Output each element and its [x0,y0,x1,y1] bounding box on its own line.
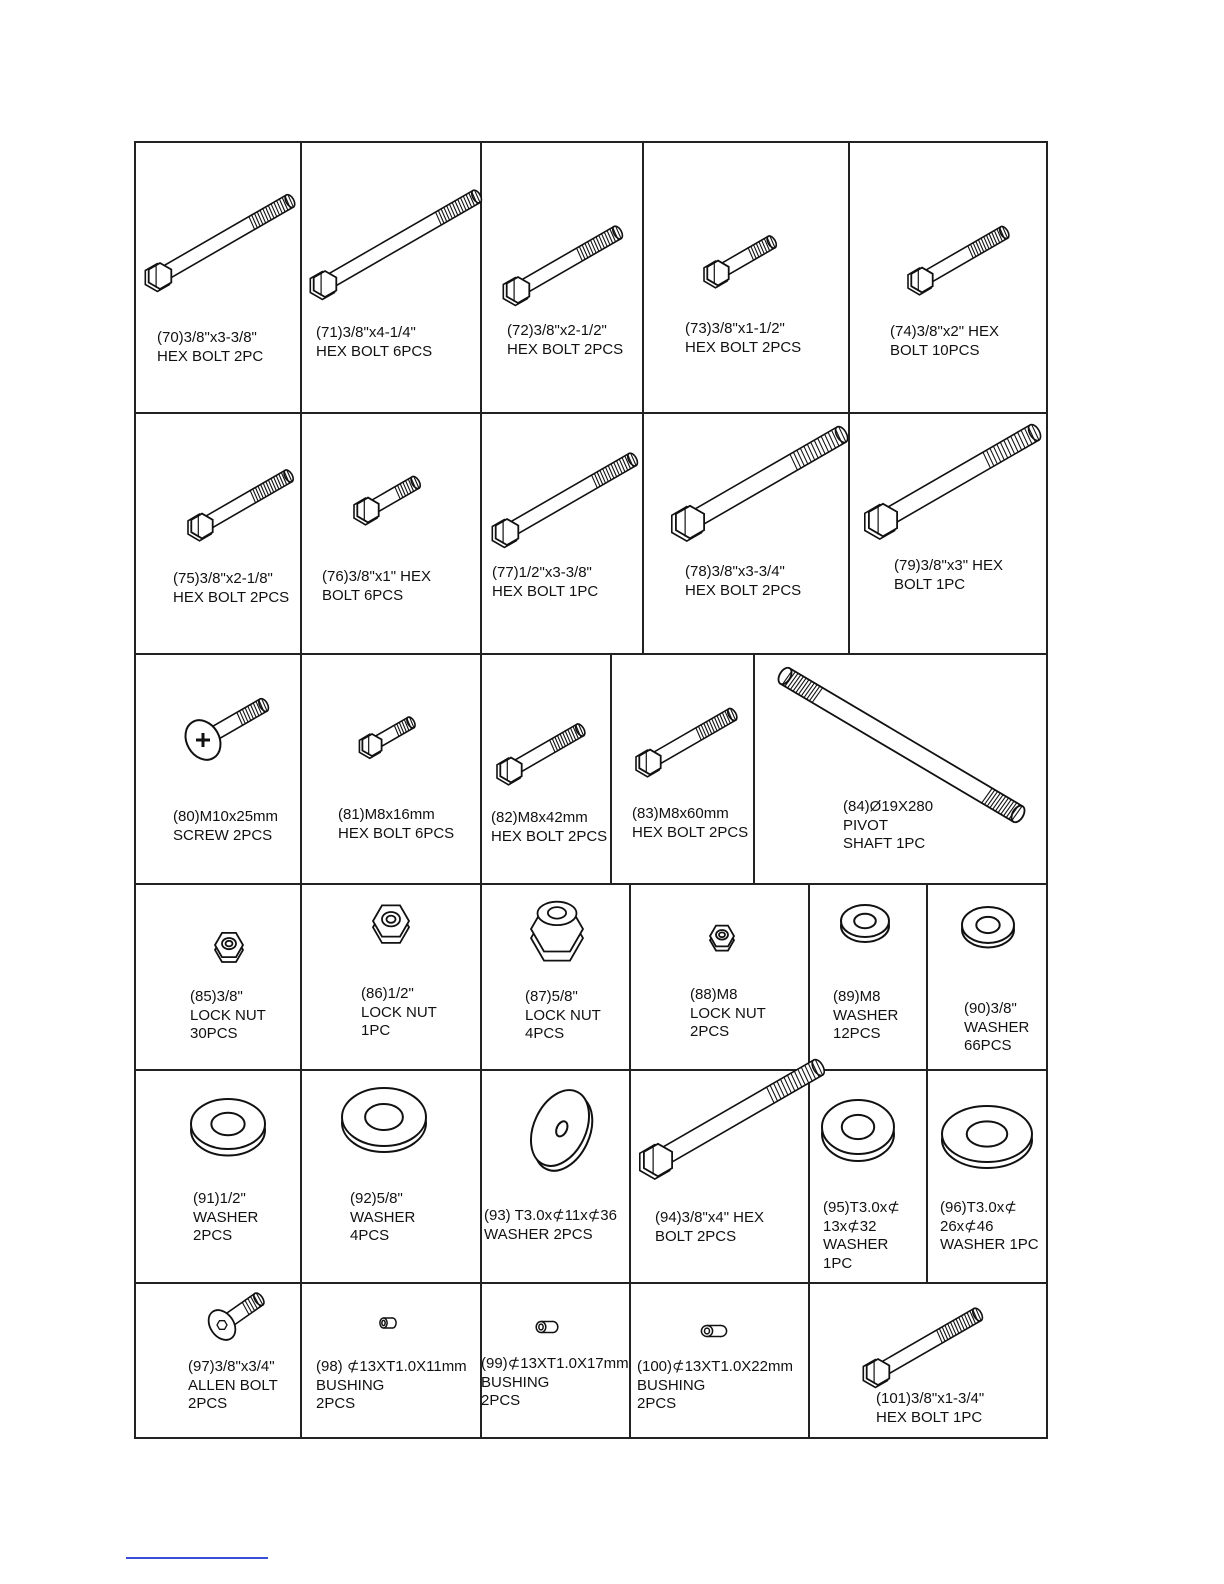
washer-icon [301,1070,481,1283]
part-label-line: BOLT 1PC [894,575,966,593]
part-label-line: (97)3/8"x3/4" [188,1358,275,1375]
part-label [655,1209,764,1246]
part-label [484,1207,617,1244]
part-label-line: LOCK NUT [690,1004,766,1022]
part-label-line: HEX BOLT 6PCS [338,824,455,842]
part-label-line: (77)1/2"x3-3/8" [492,564,592,581]
part-label [685,320,801,357]
part-label-line: (81)M8x16mm [338,806,435,823]
part-cell-86 [301,884,481,1070]
part-label-line: BUSHING [481,1373,550,1391]
part-label-line: (90)3/8" [964,1000,1017,1017]
part-label-line: (78)3/8"x3-3/4" [685,563,785,580]
part-cell-98 [301,1283,481,1438]
part-cell-89 [809,884,927,1070]
part-label-line: (100)⊄13XT1.0X22mm [637,1358,793,1375]
part-label [316,324,432,361]
part-label-line: HEX BOLT 2PCS [632,823,749,841]
part-label-line: (89)M8 [833,988,881,1005]
hex-bolt-icon [135,413,301,654]
part-label-line: HEX BOLT 1PC [876,1408,983,1426]
part-label [843,798,933,854]
part-label-line: LOCK NUT [525,1006,601,1024]
part-label-line: (95)T3.0x⊄ [823,1199,900,1216]
part-label [338,806,454,843]
part-label [173,808,278,845]
hex-bolt-icon [643,413,849,654]
part-label-line: (91)1/2" [193,1190,246,1207]
part-label-line: PIVOT [843,816,889,834]
part-label [322,568,431,605]
part-label-line: (72)3/8"x2-1/2" [507,322,607,339]
part-label [491,809,607,846]
part-label-line: 2PCS [316,1395,356,1412]
part-cell-75 [135,413,301,654]
part-cell-92 [301,1070,481,1283]
part-cell-84 [754,654,1047,884]
part-label-line: (86)1/2" [361,985,414,1002]
part-cell-97 [135,1283,301,1438]
part-label-line: (99)⊄13XT1.0X17mm [481,1355,629,1372]
part-label-line: BUSHING [637,1376,706,1394]
part-cell-70 [135,142,301,413]
hex-bolt-icon [643,142,849,413]
part-cell-95 [809,1070,927,1283]
part-label-line: WASHER [964,1018,1030,1036]
part-cell-83 [611,654,754,884]
hex-bolt-icon [135,142,301,413]
part-cell-81 [301,654,481,884]
phillips-screw-icon [135,654,301,884]
part-label-line: 2PCS [481,1392,521,1409]
hex-bolt-icon [481,413,643,654]
part-label-line: (87)5/8" [525,988,578,1005]
part-label-line: HEX BOLT 2PCS [685,338,802,356]
lock-nut-icon [630,884,809,1070]
part-cell-74 [849,142,1047,413]
part-label-line: BOLT 2PCS [655,1227,737,1245]
part-cell-76 [301,413,481,654]
part-label-line: WASHER [823,1236,889,1253]
part-label [940,1199,1039,1255]
part-label-line: HEX BOLT 2PCS [491,827,608,845]
part-label-line: (70)3/8"x3-3/8" [157,329,257,346]
part-cell-87 [481,884,630,1070]
part-label-line: HEX BOLT 2PCS [173,588,290,606]
part-label-line: HEX BOLT 2PC [157,347,264,365]
part-label-line: (76)3/8"x1" HEX [322,568,432,585]
part-cell-79 [849,413,1047,654]
part-label [823,1199,900,1273]
part-label-line: (88)M8 [690,986,738,1003]
part-cell-99 [481,1283,630,1438]
part-label-line: HEX BOLT 2PCS [685,581,802,599]
part-cell-78 [643,413,849,654]
part-label-line: (80)M10x25mm [173,808,279,825]
part-label [193,1190,258,1246]
part-label-line: SHAFT 1PC [843,835,926,852]
part-label [507,322,623,359]
part-cell-72 [481,142,643,413]
part-cell-91 [135,1070,301,1283]
part-label [361,985,437,1041]
part-label-line: (98) ⊄13XT1.0X11mm [316,1358,467,1375]
part-label-line: (84)Ø19X280 [843,798,934,815]
part-label-line: BUSHING [316,1376,385,1394]
part-cell-73 [643,142,849,413]
part-cell-90 [927,884,1047,1070]
part-label-line: 4PCS [350,1227,390,1244]
part-label [173,570,289,607]
part-label-line: WASHER 2PCS [484,1225,593,1243]
part-label [190,988,266,1044]
hex-bolt-icon [630,1070,809,1283]
part-label-line: HEX BOLT 1PC [492,582,599,600]
washer-icon [481,1070,630,1283]
part-label [350,1190,415,1246]
part-label [685,563,801,600]
part-cell-96 [927,1070,1047,1283]
part-label-line: 12PCS [833,1025,881,1042]
part-label-line: HEX BOLT 2PCS [507,340,624,358]
part-label-line: (79)3/8"x3" HEX [894,557,1004,574]
part-label-line: WASHER 1PC [940,1236,1039,1253]
part-cell-93 [481,1070,630,1283]
part-label [188,1358,278,1414]
part-label-line: LOCK NUT [190,1006,266,1024]
part-label-line: 2PCS [690,1023,730,1040]
part-label-line: (71)3/8"x4-1/4" [316,324,416,341]
part-label [637,1358,793,1414]
part-label-line: 1PC [361,1022,391,1039]
part-label [157,329,263,366]
part-label [632,805,748,842]
hex-bolt-icon [849,413,1047,654]
hex-bolt-icon [611,654,754,884]
part-label-line: HEX BOLT 6PCS [316,342,433,360]
part-label [833,988,898,1044]
part-label-line: (83)M8x60mm [632,805,729,822]
part-label [492,564,598,601]
part-label [890,323,999,360]
part-label-line: 26x⊄46 [940,1217,994,1235]
part-label-line: BOLT 10PCS [890,341,980,359]
hex-bolt-icon [481,142,643,413]
footer-rule [126,1557,268,1559]
part-label [690,986,766,1042]
part-label-line: 4PCS [525,1025,565,1042]
part-label-line: (92)5/8" [350,1190,403,1207]
part-label-line: 2PCS [637,1395,677,1412]
hex-bolt-icon [481,654,611,884]
part-label-line: 1PC [823,1254,853,1272]
part-label-line: (82)M8x42mm [491,809,588,826]
part-cell-101 [809,1283,1047,1438]
part-label-line: 13x⊄32 [823,1217,877,1235]
part-label-line: SCREW 2PCS [173,826,273,844]
part-label [876,1390,984,1427]
part-cell-71 [301,142,481,413]
part-label-line: WASHER [350,1208,416,1226]
part-label-line: 2PCS [188,1395,228,1412]
part-cell-94 [630,1070,809,1283]
part-label [894,557,1003,594]
part-label-line: LOCK NUT [361,1003,437,1021]
part-label-line: BOLT 6PCS [322,586,404,604]
part-label-line: (94)3/8"x4" HEX [655,1209,765,1226]
part-cell-88 [630,884,809,1070]
part-label-line: 2PCS [193,1227,233,1244]
hex-bolt-icon [301,654,481,884]
part-cell-82 [481,654,611,884]
part-label-line: 66PCS [964,1037,1012,1054]
part-label-line: (85)3/8" [190,988,243,1005]
part-label-line: 30PCS [190,1025,238,1042]
part-label-line: (93) T3.0x⊄11x⊄36 [484,1207,617,1224]
part-cell-80 [135,654,301,884]
part-cell-77 [481,413,643,654]
hex-bolt-icon [301,413,481,654]
part-label-line: (75)3/8"x2-1/8" [173,570,273,587]
part-label-line: (74)3/8"x2" HEX [890,323,1000,340]
part-label-line: ALLEN BOLT [188,1376,278,1394]
part-label-line: (101)3/8"x1-3/4" [876,1390,985,1407]
part-label-line: (96)T3.0x⊄ [940,1199,1017,1216]
part-label-line: WASHER [193,1208,259,1226]
hex-bolt-icon [849,142,1047,413]
part-cell-85 [135,884,301,1070]
part-label [964,1000,1029,1056]
washer-icon [135,1070,301,1283]
part-label [481,1355,629,1411]
part-label [316,1358,467,1414]
part-label-line: (73)3/8"x1-1/2" [685,320,785,337]
part-cell-100 [630,1283,809,1438]
lock-nut-icon [301,884,481,1070]
part-label [525,988,601,1044]
part-label-line: WASHER [833,1006,899,1024]
hex-bolt-icon [301,142,481,413]
